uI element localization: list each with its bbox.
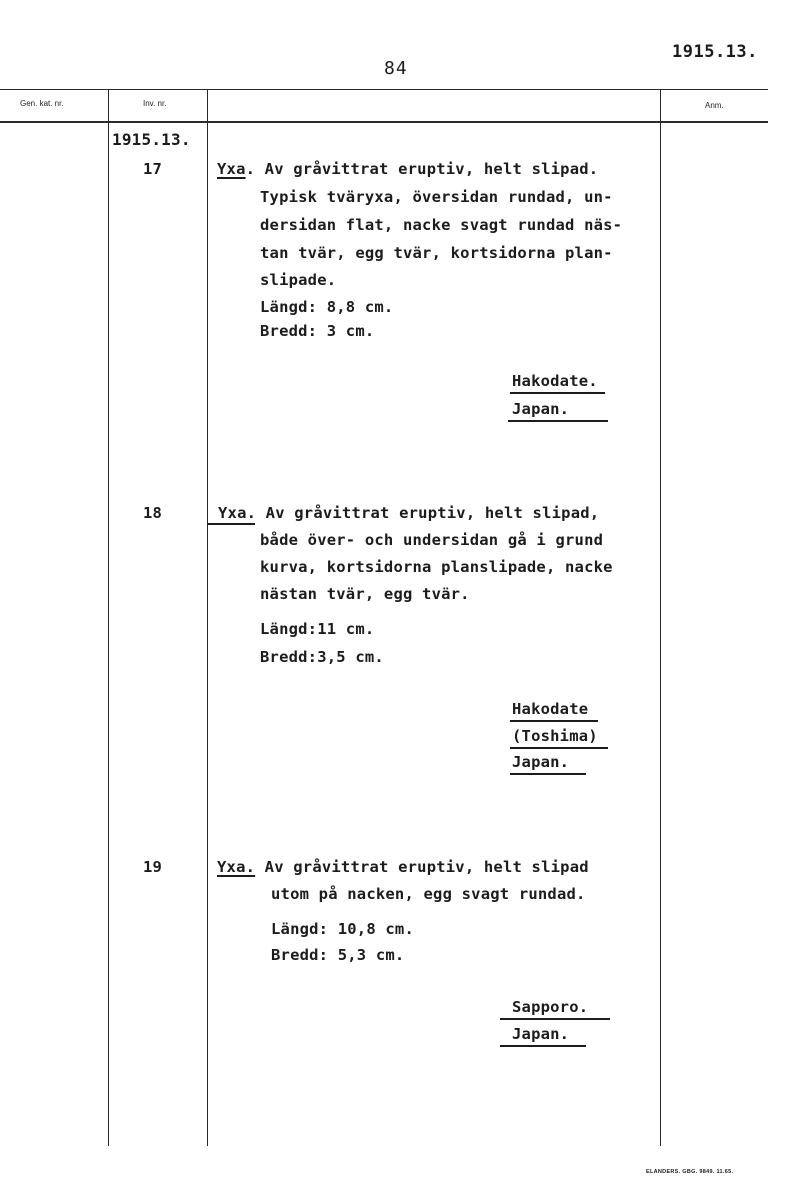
- group-label: 1915.13.: [112, 130, 191, 149]
- description-line: Typisk tväryxa, översidan rundad, un-: [260, 188, 613, 206]
- place-line: Japan.: [512, 1025, 570, 1043]
- place-underline: [508, 420, 608, 422]
- description-line: nästan tvär, egg tvär.: [260, 585, 470, 603]
- page-number: 84: [384, 58, 408, 79]
- column-divider-inv-text: [207, 89, 208, 1146]
- width-measurement: Bredd: 5,3 cm.: [271, 946, 405, 964]
- object-type-underline: [207, 523, 255, 525]
- printer-imprint: ELANDERS. GBG. 9849. 11.65.: [646, 1169, 734, 1175]
- description-line: Av gråvittrat eruptiv, helt slipad: [255, 858, 589, 876]
- inventory-number: 19: [143, 858, 163, 876]
- place-line: (Toshima): [512, 727, 598, 745]
- place-line: Japan.: [512, 400, 570, 418]
- length-measurement: Längd: 8,8 cm.: [260, 298, 394, 316]
- entry-description: [217, 160, 598, 178]
- place-underline: [500, 1018, 610, 1020]
- object-type: Yxa.: [217, 858, 256, 876]
- place-line: Japan.: [512, 753, 570, 771]
- entry-description: [218, 504, 599, 522]
- description-line: . Av gråvittrat eruptiv, helt slipad.: [245, 160, 599, 178]
- header-bottom-rule: [0, 121, 768, 123]
- column-header-anm: Anm.: [705, 101, 724, 110]
- width-measurement: Bredd:3,5 cm.: [260, 648, 384, 666]
- column-header-inv: Inv. nr.: [143, 99, 167, 108]
- place-underline: [510, 747, 608, 749]
- description-line: slipade.: [260, 271, 337, 289]
- header-top-rule: [0, 89, 768, 90]
- column-divider-text-anm: [660, 89, 661, 1146]
- length-measurement: Längd:11 cm.: [260, 620, 375, 638]
- description-line: dersidan flat, nacke svagt rundad näs-: [260, 216, 623, 234]
- column-divider-gen-inv: [108, 89, 109, 1146]
- place-underline: [500, 1045, 586, 1047]
- object-type: Yxa: [217, 160, 246, 178]
- description-line: kurva, kortsidorna planslipade, nacke: [260, 558, 613, 576]
- place-line: Sapporo.: [512, 998, 589, 1016]
- entry-description: [217, 858, 589, 876]
- description-line: både över- och undersidan gå i grund: [260, 531, 604, 549]
- place-line: Hakodate.: [512, 372, 598, 390]
- place-underline: [510, 720, 598, 722]
- description-line: utom på nacken, egg svagt rundad.: [271, 885, 586, 903]
- object-type: Yxa.: [218, 504, 257, 522]
- inventory-number: 17: [143, 160, 163, 178]
- column-header-gen-kat: Gen. kat. nr.: [20, 99, 64, 108]
- length-measurement: Längd: 10,8 cm.: [271, 920, 414, 938]
- place-underline: [510, 773, 586, 775]
- catalog-reference: 1915.13.: [672, 42, 758, 62]
- description-line: Av gråvittrat eruptiv, helt slipad,: [256, 504, 600, 522]
- place-line: Hakodate: [512, 700, 589, 718]
- description-line: tan tvär, egg tvär, kortsidorna plan-: [260, 244, 613, 262]
- width-measurement: Bredd: 3 cm.: [260, 322, 375, 340]
- place-underline: [510, 392, 605, 394]
- inventory-number: 18: [143, 504, 163, 522]
